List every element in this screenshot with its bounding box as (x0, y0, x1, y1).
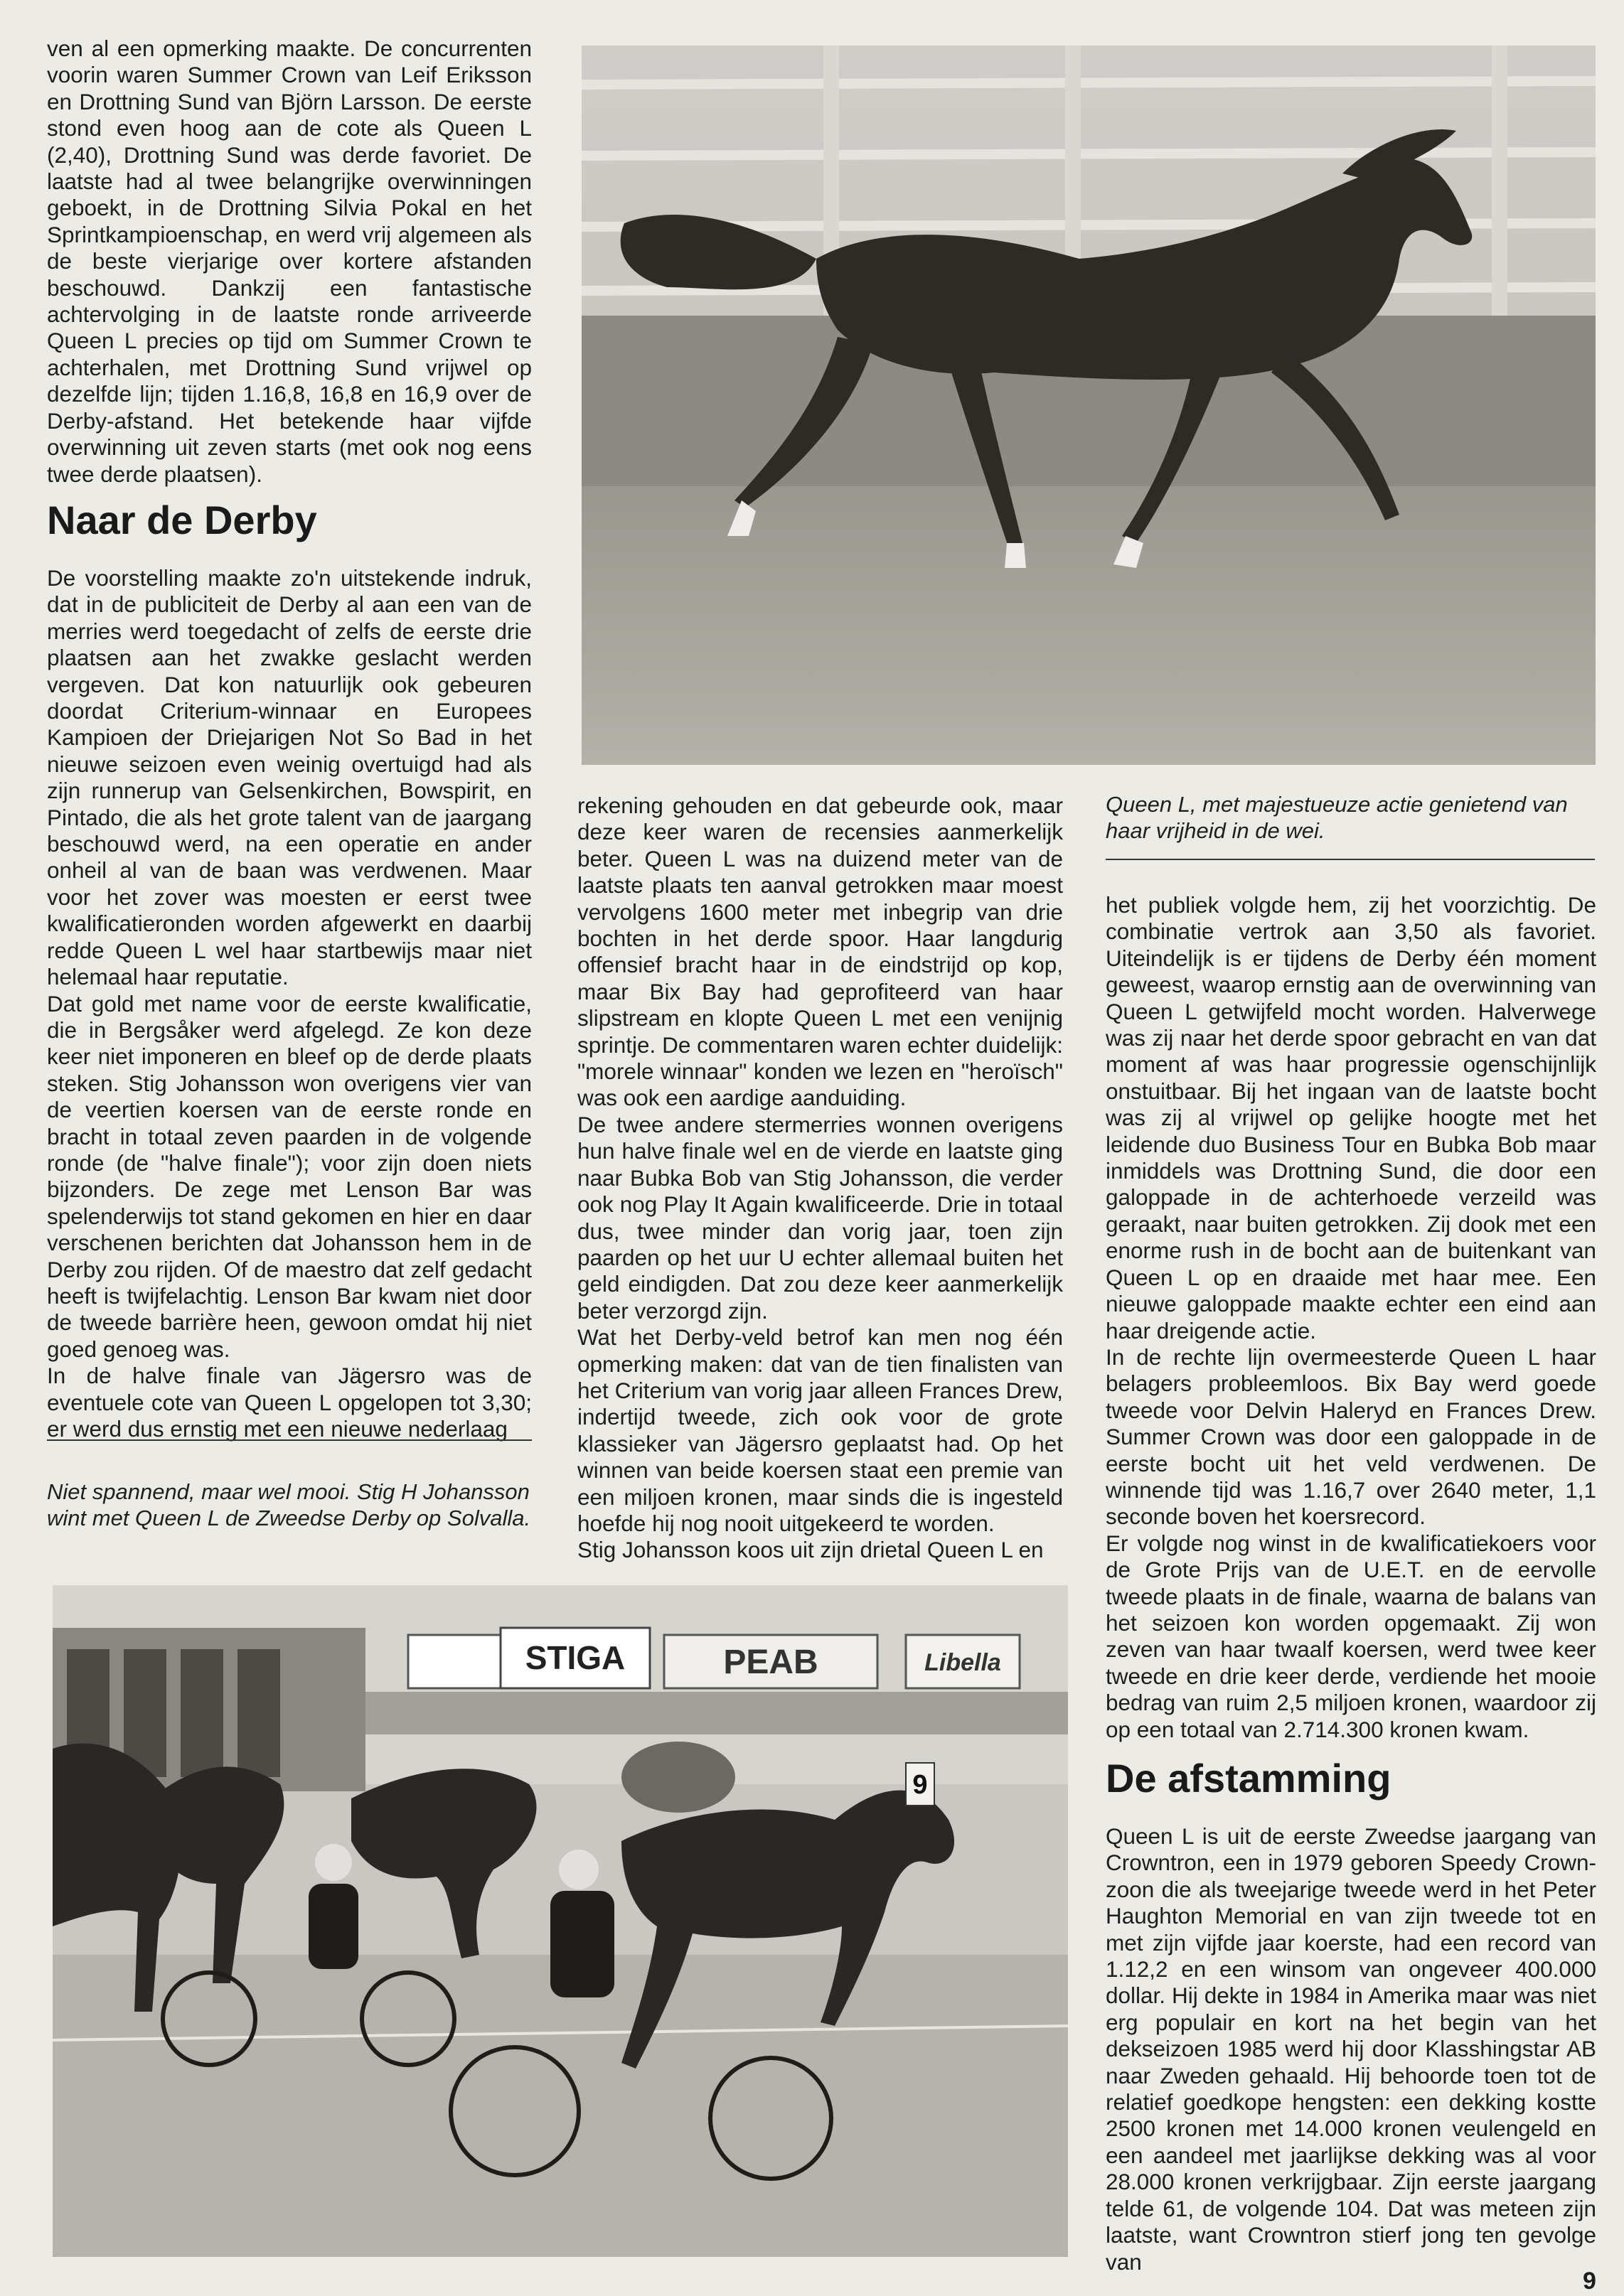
billboard-text: STIGA (525, 1639, 626, 1676)
col1-main-text (47, 565, 532, 1442)
paragraph: In de rechte lijn overmeesterde Queen L haar belagers probleemloos. Bix Bay werd goede tweede voor Delvin Haleryd en Frances Drew. Summer Crown was door een galoppade in de eerste bocht uit het veld verdwenen. De winnende tijd was 1.16,7 over 2640 meter, 1,1 seconde boven het koersrecord. (1106, 1343, 1596, 1530)
billboard-text: Libella (924, 1649, 1001, 1676)
paragraph: De voorstelling maakte zo'n uitstekende indruk, dat in de publiciteit de Derby al aan een van de merries werd toegedacht of zelfs de eerste drie plaatsen aan het zwakke geslacht werden vergeven. Dat kon natuurlijk ook gebeuren doordat Criterium-winnaar en Europees Kampioen der Driejarigen Not So Bad in het nieuwe seizoen even weinig overtuigd had als zijn runnerup van Gelsenkirchen, Bowspirit, en Pintado, die als het grote talent van de jaargang beschouwd werd, na een operatie en ander onheil al van de baan was verdwenen. Maar voor het zover was moesten er eerst twee kwalificatieronden worden afgewerkt en daarbij redde Queen L wel haar startbewijs maar niet helemaal haar reputatie. (47, 565, 532, 990)
paragraph: Queen L is uit de eerste Zweedse jaargang van Crowntron, een in 1979 geboren Speedy Crown-zoon die als tweejarige tweede werd in het Peter Haughton Memorial en van zijn tweede tot en met zijn vijfde jaar koerste, had een record van 1.12,2 en een winsom van ongeveer 400.000 dollar. Hij dekte in 1984 in Amerika maar was niet erg populair en kort na het begin van het dekseizoen 1985 werd hij door Klasshingstar AB naar Zweden gehaald. Hij behoorde toen tot de relatief goedkope hengsten: een dekking kostte 2500 kronen met 14.000 kronen veulengeld en een aandeel met jaarlijkse dekking was al voor 28.000 kronen verkrijgbaar. Zijn eerste jaargang telde 61, de volgende 104. Dat was meteen zijn laatste, want Crowntron stierf jong ten gevolge van (1106, 1823, 1596, 2275)
race-photo (53, 1585, 1068, 2257)
paragraph: Wat het Derby-veld betrof kan men nog één opmerking maken: dat van de tien finalisten van het Criterium van vorig jaar alleen Frances Drew, indertijd tweede, zich ook voor de grote klassieker van Jägersro geplaatst had. Op het winnen van beide koersen staat een premie van een miljoen kronen, maar sinds die is ingesteld hoefde hij nog nooit uitgekeerd te worden. (577, 1324, 1063, 1536)
paragraph: het publiek volgde hem, zij het voorzichtig. De combinatie vertrok aan 3,50 als favoriet. Uiteindelijk is er tijdens de Derby één moment geweest, waarop ernstig aan de overwinning van Queen L getwijfeld mocht worden. Halverwege was zij naar het derde spoor gebracht en van dat moment af was haar progressie ogenschijnlijk onstuitbaar. Bij het ingaan van de laatste bocht was zij al vrijwel op gelijke hoogte met het leidende duo Business Tour en Bubka Bob maar inmiddels was Drottning Sund, die door een galoppade in de achterhoede verzeild was geraakt, naar buiten getrokken. Zij dook met een enorme rush in de bocht aan de buitenkant van Queen L op en draaide met haar mee. Een nieuwe galoppade maakte echter een eind aan haar dreigende actie. (1106, 892, 1596, 1343)
paragraph: rekening gehouden en dat gebeurde ook, maar deze keer waren de recensies aanmerkelijk beter. Queen L was na duizend meter van de laatste plaats ten aanval getrokken maar moest vervolgens 1600 meter met inbegrip van drie bochten in het derde spoor. Haar langdurig offensief bracht haar in de eindstrijd op kop, maar Bix Bay had geprofiteerd van haar slipstream en klopte Queen L met een venijnig sprintje. De commentaren waren echter duidelijk: "morele winnaar" konden we lezen en "heroïsch" was ook een aardige aanduiding. (577, 793, 1063, 1111)
paragraph: Er volgde nog winst in de kwalificatiekoers voor de Grote Prijs van de U.E.T. en de eervolle tweede plaats in de finale, waarna de balans van het seizoen kon worden opgemaakt. Zij won zeven van haar twaalf koersen, werd twee keer tweede en drie keer derde, verdiende het mooie bedrag van ruim 2,5 miljoen kronen, waardoor zij op een totaal van 2.714.300 kronen kwam. (1106, 1530, 1596, 1742)
page-number: 9 (1583, 2268, 1596, 2295)
paragraph: Dat gold met name voor de eerste kwalificatie, die in Bergsåker werd afgelegd. Ze kon deze keer niet imponeren en bleef op de derde plaats steken. Stig Johansson won overigens vier van de veertien koersen van de eerste ronde en bracht in totaal zeven paarden in de volgende ronde (de "halve finale"); voor zijn doen niets bijzonders. De zege met Lenson Bar was spelenderwijs tot stand gekomen en hier en daar verschenen berichten dat Johansson hem in de Derby zou rijden. Of de maestro dat zelf gedacht heeft is twijfelachtig. Lenson Bar kwam niet door de tweede barrière heen, gewoon omdat hij niet goed genoeg was. (47, 990, 532, 1362)
col3-text (1106, 892, 1596, 1743)
heading-naar-de-derby: Naar de Derby (47, 498, 317, 542)
col3-bottom-text (1106, 1823, 1596, 2275)
paragraph: ven al een opmerking maakte. De concurrenten voorin waren Summer Crown van Leif Eriksson en Drottning Sund van Björn Larsson. De eerste stond even hoog aan de cote als Queen L (2,40), Drottning Sund was derde favoriet. De laatste had al twee belangrijke overwinningen geboekt, in de Drottning Silvia Pokal en het Sprintkampioenschap, en werd vrij algemeen als de beste vierjarige over kortere afstanden beschouwd. Dankzij een fantastische achtervolging in de laatste ronde arriveerde Queen L precies op tijd om Summer Crown te achterhalen, met Drottning Sund vrijwel op dezelfde lijn; tijden 1.16,8, 16,8 en 16,9 over de Derby-afstand. Het betekende haar vijfde overwinning uit zeven starts (met ook nog eens twee derde plaatsen). (47, 36, 532, 487)
col2-text (577, 793, 1063, 1564)
paragraph: In de halve finale van Jägersro was de eventuele cote van Queen L opgelopen tot 3,30; er werd dus ernstig met een nieuwe nederlaag (47, 1363, 532, 1442)
paragraph: Stig Johansson koos uit zijn drietal Queen L en (577, 1537, 1044, 1563)
bib-number: 9 (912, 1770, 928, 1800)
caption-race-photo: Niet spannend, maar wel mooi. Stig H Johansson wint met Queen L de Zweedse Derby op Solvalla. (47, 1479, 531, 1530)
caption-rule (47, 1439, 532, 1441)
caption-paddock-photo: Queen L, met majestueuze actie genietend van haar vrijheid in de wei. (1106, 792, 1568, 843)
heading-de-afstamming: De afstamming (1106, 1756, 1391, 1801)
horse-paddock-photo (582, 45, 1596, 765)
col1-top-text (47, 36, 532, 488)
caption-rule (1106, 859, 1595, 860)
paragraph: De twee andere stermerries wonnen overigens hun halve finale wel en de vierde en laatste ging naar Bubka Bob van Stig Johansson, die verder ook nog Play It Again kwalificeerde. Drie in totaal dus, twee minder dan vorig jaar, toen zijn paarden op het uur U echter allemaal buiten het geld eindigden. Dat zou deze keer aanmerkelijk beter verzorgd zijn. (577, 1111, 1063, 1324)
billboard-text: PEAB (723, 1643, 818, 1681)
